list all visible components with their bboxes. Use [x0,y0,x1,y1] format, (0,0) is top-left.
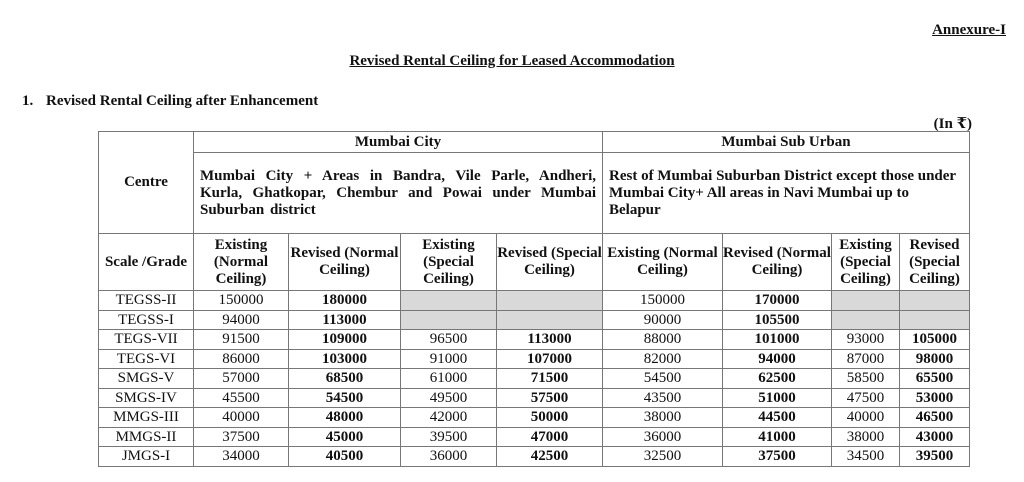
grade-cell: TEGSS-II [99,291,194,311]
value-cell: 98000 [900,349,970,369]
value-cell: 46500 [900,408,970,428]
value-cell: 51000 [723,388,832,408]
group-description-mumbai-suburban: Rest of Mumbai Suburban District except those under Mumbai City+ All areas in Navi Mumbai up to Belapur [603,153,970,234]
value-cell: 34000 [194,447,289,467]
value-cell: 39500 [401,427,497,447]
grade-cell: SMGS-V [99,369,194,389]
value-cell: 91000 [401,349,497,369]
value-cell: 47000 [497,427,603,447]
column-header: Revised (Normal Ceiling) [723,234,832,291]
grade-cell: TEGS-VII [99,330,194,350]
value-cell: 94000 [723,349,832,369]
value-cell: 40000 [832,408,900,428]
value-cell: 86000 [194,349,289,369]
value-cell: 44500 [723,408,832,428]
section-heading [22,93,318,110]
empty-cell [832,310,900,330]
value-cell: 43500 [603,388,723,408]
grade-cell: MMGS-II [99,427,194,447]
value-cell: 150000 [194,291,289,311]
scale-grade-header: Scale /Grade [99,234,194,291]
value-cell: 45000 [289,427,401,447]
table-row [99,447,970,467]
grade-cell: TEGS-VI [99,349,194,369]
value-cell: 34500 [832,447,900,467]
table-row [99,310,970,330]
value-cell: 91500 [194,330,289,350]
section-title: Revised Rental Ceiling after Enhancement [46,93,319,109]
value-cell: 58500 [832,369,900,389]
value-cell: 96500 [401,330,497,350]
group-description-mumbai-city: Mumbai City + Areas in Bandra, Vile Parle, Andheri, Kurla, Ghatkopar, Chembur and Powai under Mumbai Suburban district [194,153,603,234]
value-cell: 47500 [832,388,900,408]
grade-cell: MMGS-III [99,408,194,428]
value-cell: 71500 [497,369,603,389]
value-cell: 40000 [194,408,289,428]
value-cell: 62500 [723,369,832,389]
column-header: Existing (Special Ceiling) [401,234,497,291]
value-cell: 113000 [497,330,603,350]
value-cell: 41000 [723,427,832,447]
value-cell: 36000 [603,427,723,447]
empty-cell [900,291,970,311]
value-cell: 65500 [900,369,970,389]
centre-header: Centre [99,132,194,234]
value-cell: 61000 [401,369,497,389]
value-cell: 36000 [401,447,497,467]
value-cell: 38000 [832,427,900,447]
value-cell: 103000 [289,349,401,369]
value-cell: 180000 [289,291,401,311]
document-title: Revised Rental Ceiling for Leased Accommodation [349,53,675,69]
value-cell: 54500 [289,388,401,408]
table-row [99,369,970,389]
value-cell: 105000 [900,330,970,350]
value-cell: 39500 [900,447,970,467]
value-cell: 37500 [723,447,832,467]
value-cell: 113000 [289,310,401,330]
value-cell: 53000 [900,388,970,408]
column-header: Existing (Normal Ceiling) [603,234,723,291]
empty-cell [401,310,497,330]
value-cell: 57000 [194,369,289,389]
column-header: Revised (Special Ceiling) [497,234,603,291]
rental-ceiling-table [98,131,970,467]
value-cell: 42000 [401,408,497,428]
column-header: Revised (Normal Ceiling) [289,234,401,291]
value-cell: 43000 [900,427,970,447]
table-row [99,408,970,428]
currency-unit: (In ₹) [933,116,972,132]
table-row [99,349,970,369]
value-cell: 50000 [497,408,603,428]
value-cell: 49500 [401,388,497,408]
value-cell: 54500 [603,369,723,389]
value-cell: 57500 [497,388,603,408]
table-row [99,427,970,447]
value-cell: 93000 [832,330,900,350]
value-cell: 87000 [832,349,900,369]
value-cell: 90000 [603,310,723,330]
table-row [99,291,970,311]
value-cell: 38000 [603,408,723,428]
group-header-mumbai-city: Mumbai City [194,132,603,153]
column-header: Existing (Normal Ceiling) [194,234,289,291]
section-number: 1. [22,93,34,109]
value-cell: 68500 [289,369,401,389]
annexure-label: Annexure-I [932,22,1006,38]
table-row [99,330,970,350]
empty-cell [832,291,900,311]
value-cell: 82000 [603,349,723,369]
value-cell: 170000 [723,291,832,311]
value-cell: 48000 [289,408,401,428]
value-cell: 150000 [603,291,723,311]
value-cell: 45500 [194,388,289,408]
grade-cell: JMGS-I [99,447,194,467]
value-cell: 37500 [194,427,289,447]
grade-cell: TEGSS-I [99,310,194,330]
table-row [99,388,970,408]
value-cell: 42500 [497,447,603,467]
value-cell: 94000 [194,310,289,330]
column-header: Revised (Special Ceiling) [900,234,970,291]
empty-cell [497,291,603,311]
value-cell: 107000 [497,349,603,369]
empty-cell [497,310,603,330]
value-cell: 40500 [289,447,401,467]
empty-cell [401,291,497,311]
value-cell: 32500 [603,447,723,467]
value-cell: 105500 [723,310,832,330]
column-header: Existing (Special Ceiling) [832,234,900,291]
value-cell: 88000 [603,330,723,350]
value-cell: 109000 [289,330,401,350]
empty-cell [900,310,970,330]
value-cell: 101000 [723,330,832,350]
grade-cell: SMGS-IV [99,388,194,408]
group-header-mumbai-suburban: Mumbai Sub Urban [603,132,970,153]
